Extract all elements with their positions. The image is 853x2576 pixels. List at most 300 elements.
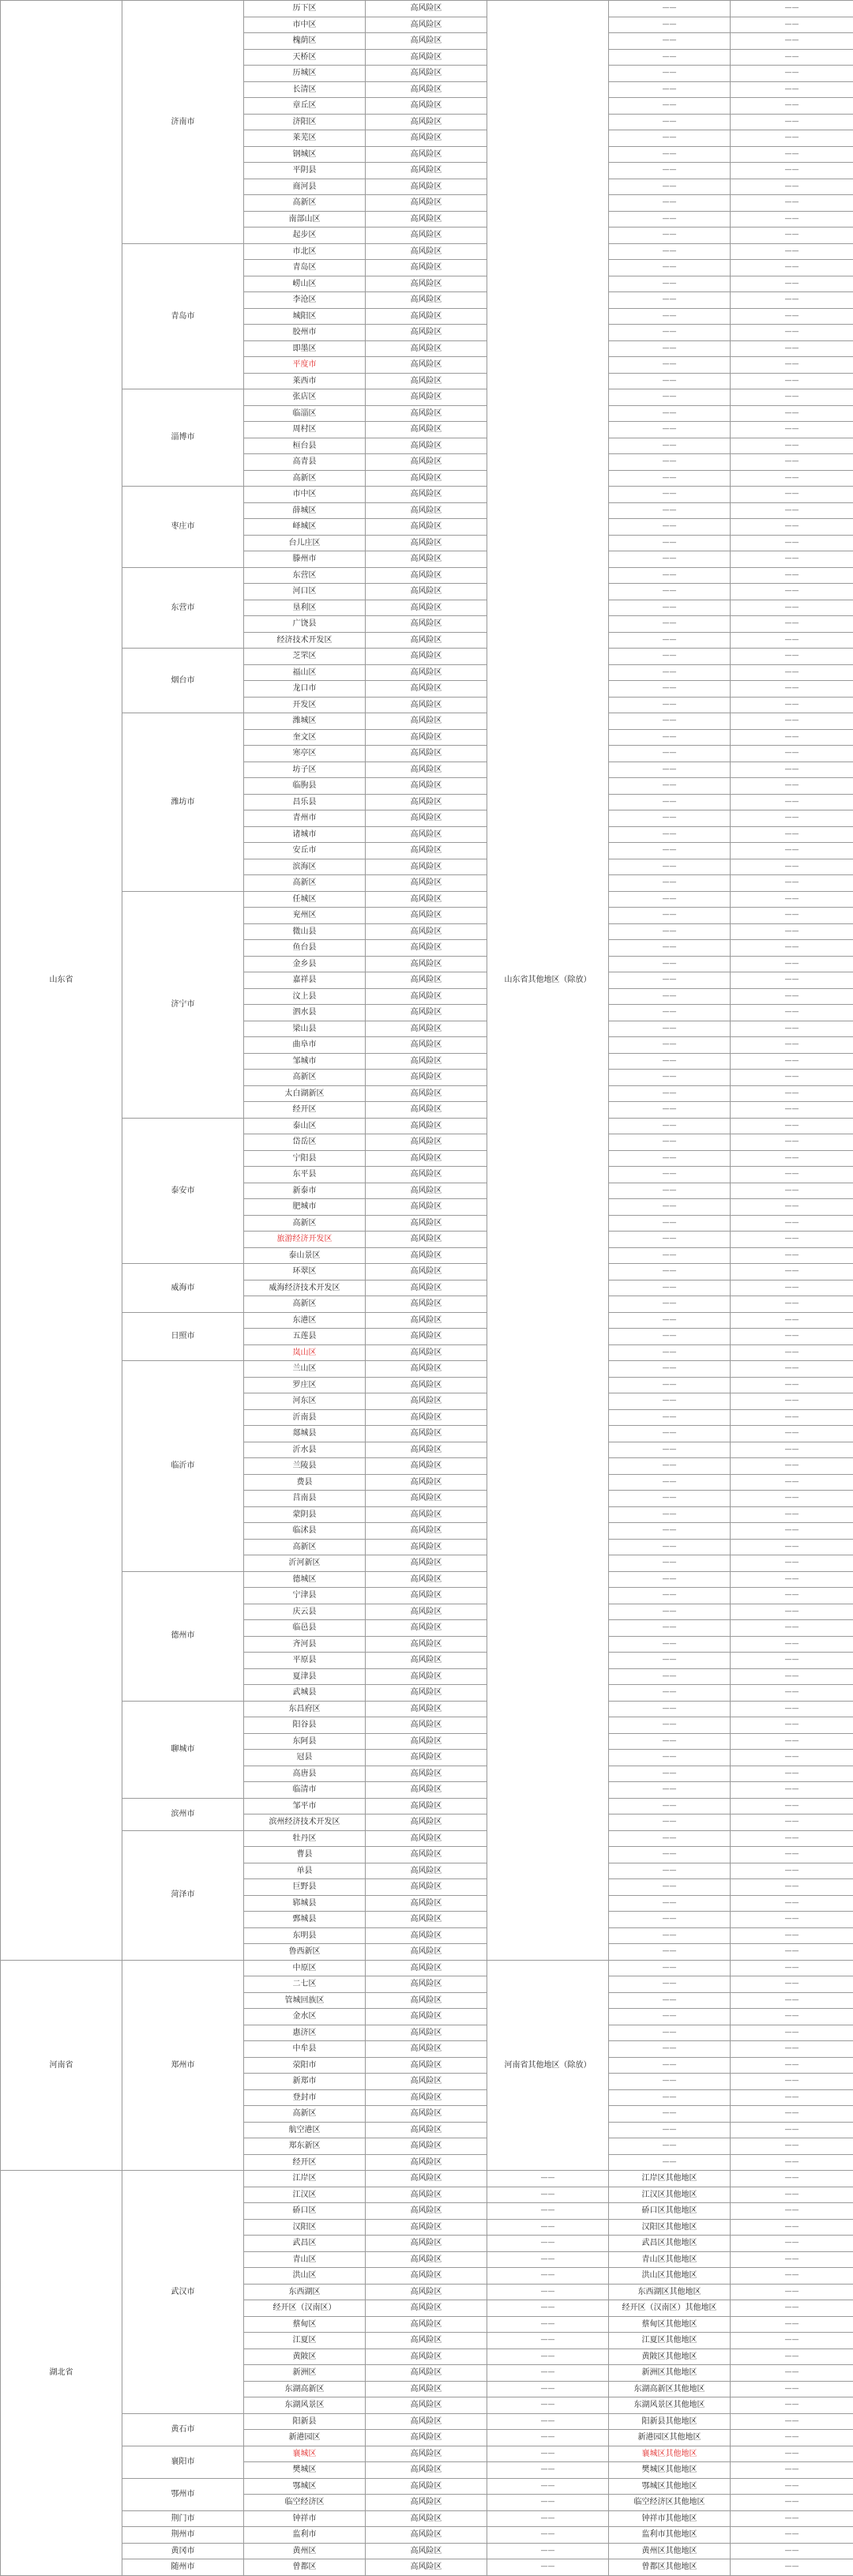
dash-cell: —— [609,1085,731,1102]
district-cell: 齐河县 [244,1636,366,1653]
dash-cell: —— [609,2057,731,2074]
district-cell: 高新区 [244,1070,366,1086]
district-cell: 青州市 [244,810,366,827]
district-cell: 江汉区 [244,2187,366,2203]
risk-level-cell: 高风险区 [366,2171,487,2187]
risk-level-cell: 高风险区 [366,908,487,924]
dash-cell: —— [609,1927,731,1944]
other-region-detail-cell: 钟祥市其他地区 [609,2510,731,2527]
risk-level-cell: 高风险区 [366,632,487,649]
risk-level-cell: 高风险区 [366,422,487,438]
dash-cell: —— [731,308,853,325]
district-cell: 阳谷县 [244,1717,366,1734]
district-cell: 奎文区 [244,729,366,746]
other-region-detail-cell: 鄂城区其他地区 [609,2478,731,2495]
district-cell: 樊城区 [244,2462,366,2479]
dash-cell: —— [609,2138,731,2155]
risk-level-cell: 高风险区 [366,1377,487,1393]
dash-cell: —— [731,2333,853,2349]
dash-cell: —— [609,1053,731,1070]
risk-level-cell: 高风险区 [366,195,487,212]
dash-cell: —— [731,600,853,616]
dash-cell: —— [609,373,731,389]
dash-cell: —— [731,2543,853,2559]
risk-level-cell: 高风险区 [366,1053,487,1070]
risk-level-cell: 高风险区 [366,535,487,551]
dash-cell: —— [609,1474,731,1491]
risk-level-cell: 高风险区 [366,1523,487,1540]
table-row [1,1571,853,1588]
district-cell: 东平县 [244,1167,366,1183]
dash-cell: —— [731,1344,853,1361]
dash-cell: —— [731,1847,853,1863]
dash-cell: —— [731,340,853,357]
risk-level-cell: 高风险区 [366,2009,487,2025]
district-cell: 经开区 [244,1102,366,1119]
dash-cell: —— [609,2122,731,2138]
dash-cell: —— [731,1750,853,1766]
dash-cell: —— [731,2057,853,2074]
province-cell: 山东省 [1,1,122,1961]
risk-level-cell: 高风险区 [366,1312,487,1329]
risk-level-cell: 高风险区 [366,1863,487,1879]
risk-level-cell: 高风险区 [366,1215,487,1232]
risk-level-cell: 高风险区 [366,470,487,487]
dash-cell: —— [609,697,731,713]
city-cell: 临沂市 [122,1361,244,1572]
dash-cell: —— [609,179,731,195]
district-cell: 嘉祥县 [244,972,366,989]
risk-level-cell: 高风险区 [366,308,487,325]
dash-cell: —— [609,33,731,50]
dash-cell: —— [731,487,853,503]
risk-level-cell: 高风险区 [366,875,487,892]
dash-cell: —— [487,2510,609,2527]
table-row [1,2527,853,2544]
dash-cell: —— [731,2089,853,2106]
dash-cell: —— [731,810,853,827]
dash-cell: —— [609,891,731,908]
district-cell: 威海经济技术开发区 [244,1280,366,1296]
dash-cell: —— [487,2543,609,2559]
risk-level-cell: 高风险区 [366,584,487,600]
district-cell: 旅游经济开发区 [244,1232,366,1248]
dash-cell: —— [609,1814,731,1831]
dash-cell: —— [731,179,853,195]
district-cell: 曾都区 [244,2559,366,2576]
dash-cell: —— [731,130,853,147]
district-cell: 沂河新区 [244,1555,366,1572]
dash-cell: —— [731,2187,853,2203]
dash-cell: —— [487,2397,609,2414]
district-cell: 临淄区 [244,405,366,422]
table-row [1,2510,853,2527]
dash-cell: —— [609,1021,731,1037]
district-cell: 垦利区 [244,600,366,616]
dash-cell: —— [609,681,731,698]
table-row [1,1701,853,1717]
district-cell: 临朐县 [244,778,366,795]
dash-cell: —— [731,195,853,212]
district-cell: 牡丹区 [244,1830,366,1847]
dash-cell: —— [487,2187,609,2203]
dash-cell: —— [609,1944,731,1961]
dash-cell: —— [609,1912,731,1928]
dash-cell: —— [731,325,853,341]
dash-cell: —— [609,357,731,374]
risk-level-cell: 高风险区 [366,2430,487,2446]
city-cell: 济南市 [122,1,244,244]
dash-cell: —— [609,470,731,487]
dash-cell: —— [609,2009,731,2025]
risk-level-cell: 高风险区 [366,2348,487,2365]
district-cell: 德城区 [244,1571,366,1588]
table-row [1,2446,853,2462]
risk-level-cell: 高风险区 [366,2284,487,2300]
dash-cell: —— [731,1701,853,1717]
other-region-detail-cell: 蔡甸区其他地区 [609,2316,731,2333]
district-cell: 市中区 [244,17,366,33]
district-cell: 章丘区 [244,98,366,115]
dash-cell: —— [731,1653,853,1669]
dash-cell: —— [731,2510,853,2527]
dash-cell: —— [731,940,853,957]
risk-level-cell: 高风险区 [366,697,487,713]
district-cell: 滨州经济技术开发区 [244,1814,366,1831]
district-cell: 市中区 [244,487,366,503]
risk-level-cell: 高风险区 [366,1588,487,1604]
table-row [1,1118,853,1134]
risk-level-cell: 高风险区 [366,1085,487,1102]
risk-level-cell: 高风险区 [366,179,487,195]
dash-cell: —— [731,2527,853,2544]
district-cell: 平度市 [244,357,366,374]
dash-cell: —— [731,956,853,972]
dash-cell: —— [487,2219,609,2236]
other-region-detail-cell: 东西湖区其他地区 [609,2284,731,2300]
table-row [1,2478,853,2495]
district-cell: 鱼台县 [244,940,366,957]
city-cell: 济宁市 [122,891,244,1118]
dash-cell: —— [609,502,731,519]
risk-level-cell: 高风险区 [366,2559,487,2576]
risk-level-cell: 高风险区 [366,1571,487,1588]
risk-level-cell: 高风险区 [366,923,487,940]
risk-level-cell: 高风险区 [366,2316,487,2333]
city-cell: 泰安市 [122,1118,244,1264]
other-region-detail-cell: 江夏区其他地区 [609,2333,731,2349]
dash-cell: —— [731,1506,853,1523]
dash-cell: —— [487,2333,609,2349]
dash-cell: —— [731,470,853,487]
dash-cell: —— [609,1409,731,1426]
dash-cell: —— [609,1426,731,1442]
dash-cell: —— [731,211,853,228]
city-cell: 荆门市 [122,2510,244,2527]
dash-cell: —— [609,567,731,584]
district-cell: 临空经济区 [244,2495,366,2511]
district-cell: 罗庄区 [244,1377,366,1393]
risk-level-cell: 高风险区 [366,1118,487,1134]
district-cell: 龙口市 [244,681,366,698]
dash-cell: —— [609,1717,731,1734]
dash-cell: —— [487,2462,609,2479]
district-cell: 潍城区 [244,713,366,730]
risk-level-cell: 高风险区 [366,843,487,859]
district-cell: 东湖风景区 [244,2397,366,2414]
dash-cell: —— [731,1393,853,1410]
risk-level-cell: 高风险区 [366,1344,487,1361]
dash-cell: —— [731,1523,853,1540]
dash-cell: —— [609,1491,731,1507]
district-cell: 青岛区 [244,260,366,276]
dash-cell: —— [731,616,853,633]
risk-level-cell: 高风险区 [366,98,487,115]
dash-cell: —— [487,2365,609,2382]
district-cell: 高新区 [244,1215,366,1232]
dash-cell: —— [731,2478,853,2495]
district-cell: 高新区 [244,195,366,212]
dash-cell: —— [609,454,731,471]
risk-level-cell: 高风险区 [366,292,487,309]
other-region-detail-cell: 江岸区其他地区 [609,2171,731,2187]
risk-level-cell: 高风险区 [366,487,487,503]
dash-cell: —— [731,1199,853,1216]
dash-cell: —— [609,551,731,568]
other-region-detail-cell: 江汉区其他地区 [609,2187,731,2203]
dash-cell: —— [731,2446,853,2462]
dash-cell: —— [609,1070,731,1086]
risk-level-cell: 高风险区 [366,1685,487,1702]
district-cell: 新郑市 [244,2074,366,2090]
city-cell: 黄石市 [122,2413,244,2446]
dash-cell: —— [731,114,853,130]
dash-cell: —— [731,1183,853,1199]
district-cell: 即墨区 [244,340,366,357]
dash-cell: —— [731,1944,853,1961]
district-cell: 太白湖新区 [244,1085,366,1102]
dash-cell: —— [731,98,853,115]
dash-cell: —— [487,2284,609,2300]
dash-cell: —— [609,600,731,616]
district-cell: 梁山县 [244,1021,366,1037]
dash-cell: —— [487,2203,609,2220]
dash-cell: —— [609,66,731,82]
dash-cell: —— [609,1247,731,1264]
dash-cell: —— [609,49,731,66]
district-cell: 钟祥市 [244,2510,366,2527]
other-region-detail-cell: 东湖风景区其他地区 [609,2397,731,2414]
risk-level-cell: 高风险区 [366,681,487,698]
risk-level-cell: 高风险区 [366,1458,487,1475]
dash-cell: —— [731,1782,853,1799]
dash-cell: —— [731,2009,853,2025]
district-cell: 汉阳区 [244,2219,366,2236]
dash-cell: —— [609,1879,731,1896]
dash-cell: —— [609,535,731,551]
dash-cell: —— [609,130,731,147]
dash-cell: —— [731,746,853,762]
dash-cell: —— [731,729,853,746]
risk-level-cell: 高风险区 [366,2413,487,2430]
district-cell: 费县 [244,1474,366,1491]
risk-level-cell: 高风险区 [366,2219,487,2236]
risk-level-cell: 高风险区 [366,2057,487,2074]
other-region-detail-cell: 武昌区其他地区 [609,2236,731,2252]
dash-cell: —— [609,519,731,536]
district-cell: 高新区 [244,2106,366,2123]
dash-cell: —— [731,567,853,584]
district-cell: 开发区 [244,697,366,713]
dash-cell: —— [609,2025,731,2041]
other-region-detail-cell: 新港园区其他地区 [609,2430,731,2446]
dash-cell: —— [609,1653,731,1669]
dash-cell: —— [731,276,853,292]
dash-cell: —— [731,1409,853,1426]
risk-level-cell: 高风险区 [366,2397,487,2414]
district-cell: 兰陵县 [244,1458,366,1475]
district-cell: 中牟县 [244,2041,366,2058]
dash-cell: —— [731,1814,853,1831]
risk-level-cell: 高风险区 [366,1879,487,1896]
district-cell: 登封市 [244,2089,366,2106]
district-cell: 蔡甸区 [244,2316,366,2333]
city-cell: 滨州市 [122,1798,244,1830]
district-cell: 东西湖区 [244,2284,366,2300]
dash-cell: —— [609,1766,731,1782]
dash-cell: —— [731,228,853,244]
dash-cell: —— [609,1863,731,1879]
risk-level-cell: 高风险区 [366,1750,487,1766]
district-cell: 莱西市 [244,373,366,389]
district-cell: 兰山区 [244,1361,366,1378]
table-row [1,487,853,503]
dash-cell: —— [609,1798,731,1814]
dash-cell: —— [731,260,853,276]
dash-cell: —— [609,2074,731,2090]
risk-level-cell: 高风险区 [366,66,487,82]
dash-cell: —— [609,1976,731,1993]
district-cell: 城阳区 [244,308,366,325]
dash-cell: —— [609,843,731,859]
district-cell: 新洲区 [244,2365,366,2382]
dash-cell: —— [487,2171,609,2187]
dash-cell: —— [731,1798,853,1814]
dash-cell: —— [609,632,731,649]
table-row [1,713,853,730]
risk-level-cell: 高风险区 [366,972,487,989]
district-cell: 青山区 [244,2251,366,2268]
table-row [1,1830,853,1847]
risk-level-cell: 高风险区 [366,1668,487,1685]
risk-level-cell: 高风险区 [366,2154,487,2171]
table-row [1,567,853,584]
other-region-detail-cell: 经开区（汉南区）其他地区 [609,2300,731,2317]
dash-cell: —— [731,2251,853,2268]
district-cell: 河口区 [244,584,366,600]
table-row [1,2413,853,2430]
dash-cell: —— [731,972,853,989]
risk-level-cell: 高风险区 [366,2333,487,2349]
dash-cell: —— [731,2365,853,2382]
dash-cell: —— [609,956,731,972]
dash-cell: —— [731,664,853,681]
risk-level-cell: 高风险区 [366,1506,487,1523]
district-cell: 高青县 [244,454,366,471]
risk-level-cell: 高风险区 [366,649,487,665]
dash-cell: —— [731,1491,853,1507]
district-cell: 起步区 [244,228,366,244]
dash-cell: —— [731,1927,853,1944]
risk-level-cell: 高风险区 [366,2462,487,2479]
dash-cell: —— [731,49,853,66]
dash-cell: —— [731,551,853,568]
dash-cell: —— [731,1571,853,1588]
risk-level-cell: 高风险区 [366,1102,487,1119]
other-region-detail-cell: 黄陂区其他地区 [609,2348,731,2365]
risk-level-cell: 高风险区 [366,1782,487,1799]
dash-cell: —— [731,1232,853,1248]
district-cell: 天桥区 [244,49,366,66]
district-cell: 中原区 [244,1960,366,1976]
other-region-detail-cell: 新洲区其他地区 [609,2365,731,2382]
dash-cell: —— [609,1604,731,1620]
dash-cell: —— [731,519,853,536]
dash-cell: —— [609,972,731,989]
risk-level-cell: 高风险区 [366,1895,487,1912]
dash-cell: —— [487,2495,609,2511]
dash-cell: —— [731,1118,853,1134]
risk-level-cell: 高风险区 [366,729,487,746]
dash-cell: —— [731,1377,853,1393]
district-cell: 阳新县 [244,2413,366,2430]
dash-cell: —— [731,2219,853,2236]
dash-cell: —— [731,1085,853,1102]
risk-level-cell: 高风险区 [366,891,487,908]
dash-cell: —— [731,2462,853,2479]
dash-cell: —— [731,1830,853,1847]
dash-cell: —— [731,2106,853,2123]
dash-cell: —— [731,1895,853,1912]
dash-cell: —— [731,1102,853,1119]
district-cell: 经开区（汉南区） [244,2300,366,2317]
city-cell: 烟台市 [122,649,244,713]
dash-cell: —— [731,1863,853,1879]
dash-cell: —— [609,1118,731,1134]
district-cell: 惠济区 [244,2025,366,2041]
district-cell: 周村区 [244,422,366,438]
dash-cell: —— [731,2316,853,2333]
dash-cell: —— [731,2413,853,2430]
district-cell: 东明县 [244,1927,366,1944]
district-cell: 经开区 [244,2154,366,2171]
risk-level-cell: 高风险区 [366,502,487,519]
other-region-detail-cell: 襄城区其他地区 [609,2446,731,2462]
district-cell: 莱芜区 [244,130,366,147]
city-cell: 黄冈市 [122,2543,244,2559]
dash-cell: —— [731,1021,853,1037]
district-cell: 襄城区 [244,2446,366,2462]
dash-cell: —— [731,1588,853,1604]
risk-level-cell: 高风险区 [366,2268,487,2285]
risk-level-cell: 高风险区 [366,2236,487,2252]
dash-cell: —— [731,778,853,795]
district-cell: 鄂城区 [244,2478,366,2495]
dash-cell: —— [731,163,853,179]
district-cell: 南部山区 [244,211,366,228]
other-region-detail-cell: 樊城区其他地区 [609,2462,731,2479]
dash-cell: —— [731,292,853,309]
